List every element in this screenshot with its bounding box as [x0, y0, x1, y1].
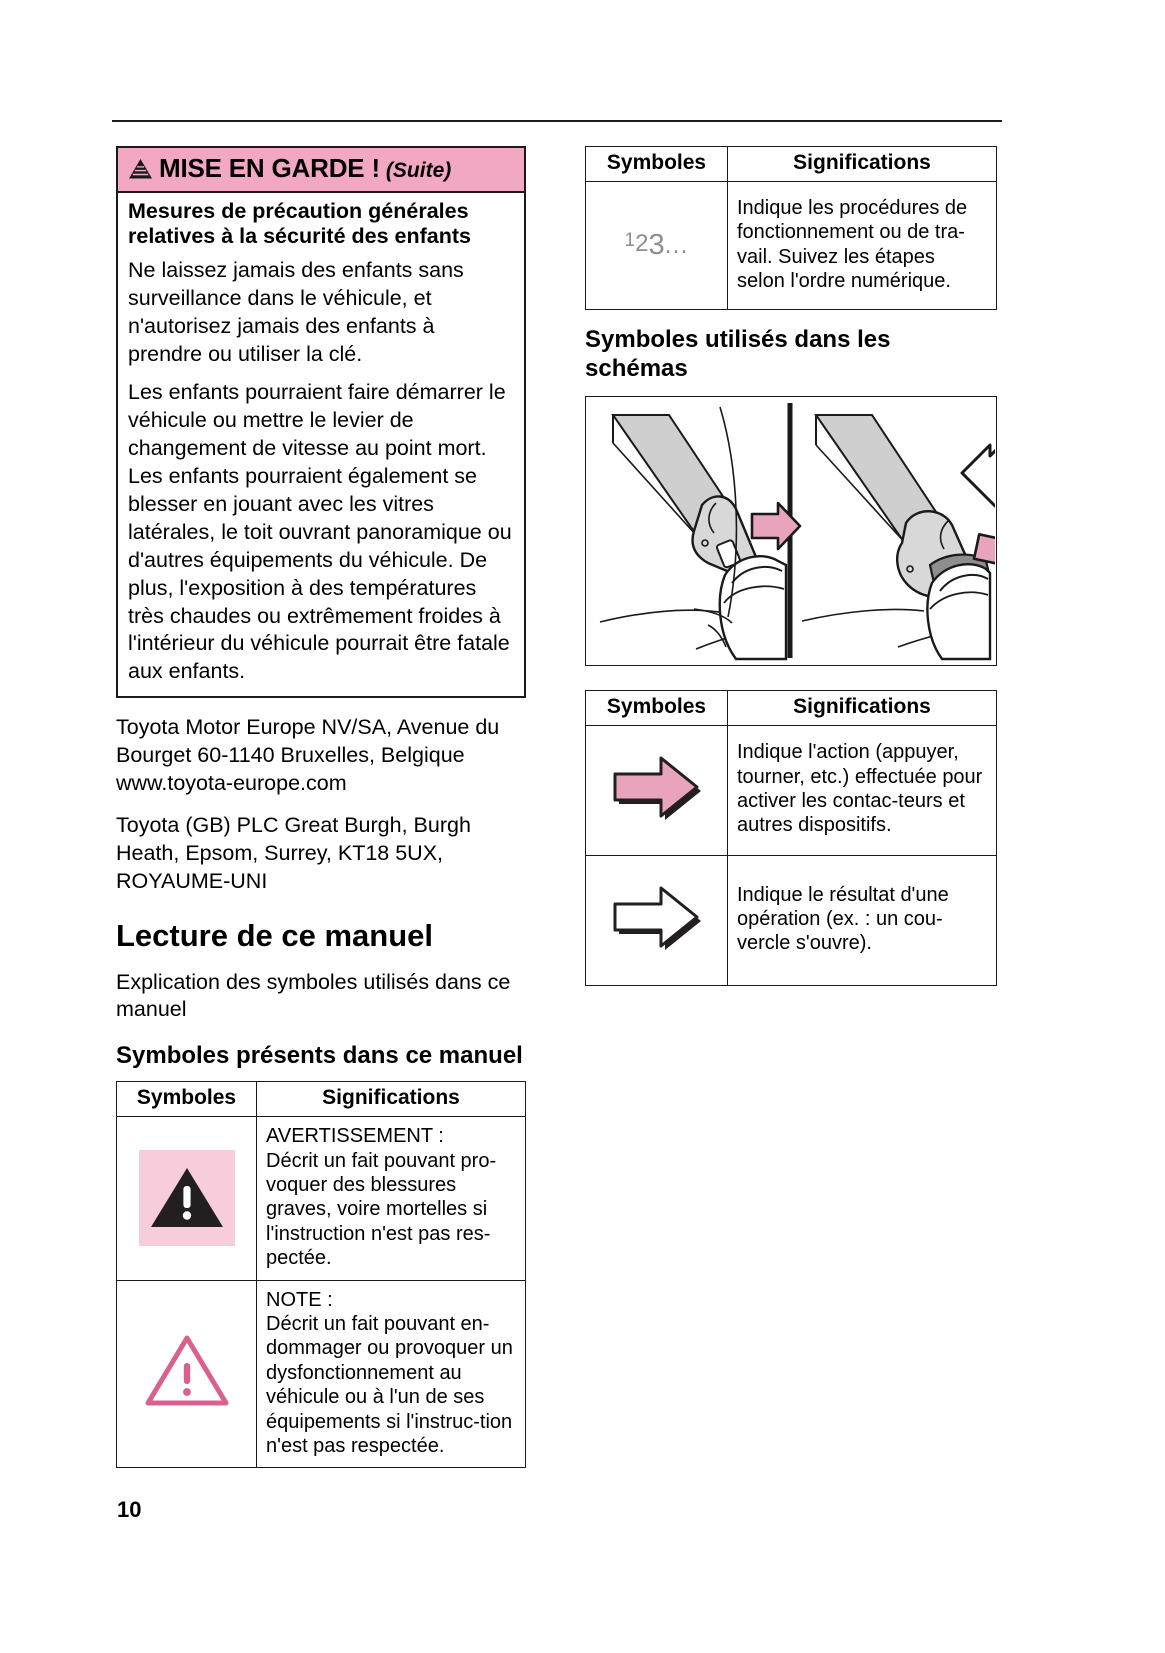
warning-box-header — [118, 148, 524, 193]
table-row — [586, 855, 997, 985]
avertissement-label: AVERTISSEMENT : — [266, 1125, 444, 1148]
note-text: Décrit un fait pouvant en-dommager ou provoquer un dysfonctionnement au véhicule ou à l'un de ses équipements si l'instruc-tion n'est pas respectée. — [266, 1312, 513, 1457]
table-row — [586, 182, 997, 310]
col-header-symboles: Symboles — [586, 690, 728, 725]
note-label: NOTE : — [266, 1288, 333, 1311]
col-header-symboles: Symboles — [117, 1082, 257, 1117]
cell-meaning-pink-arrow: Indique l'action (appuyer, tourner, etc.) effectuée pour activer les contac-teurs et autres dispositifs. — [728, 725, 997, 855]
warning-title: MISE EN GARDE ! — [159, 153, 380, 183]
cell-symbol-avertissement — [117, 1117, 257, 1280]
white-result-arrow-icon — [962, 430, 995, 506]
warning-box-body — [118, 193, 524, 696]
numbered-steps-icon — [625, 231, 689, 260]
cell-meaning-note — [257, 1280, 526, 1468]
outline-warning-triangle-icon — [143, 1396, 231, 1413]
step-ellipsis: ... — [664, 231, 689, 259]
seatbelt-buckle-illustration — [585, 396, 997, 666]
left-column — [116, 146, 526, 1468]
col-header-symboles: Symboles — [586, 147, 728, 182]
filled-warning-triangle-icon — [139, 1150, 235, 1246]
warning-box — [116, 146, 526, 698]
white-result-arrow-icon — [605, 941, 709, 958]
warning-subtitle: Mesures de précaution générales relatives à la sécurité des enfants — [128, 199, 471, 249]
page-number: 10 — [117, 1497, 142, 1522]
table-row — [117, 1280, 526, 1468]
right-column — [585, 146, 997, 986]
table-row — [117, 1117, 526, 1280]
step-number-3: 3 — [648, 229, 665, 261]
cell-symbol-note — [117, 1280, 257, 1468]
table-symboles-manuel — [116, 1081, 526, 1468]
cell-symbol-numbered-steps — [586, 182, 728, 310]
warning-paragraph-1: Ne laissez jamais des enfants sans surveillance dans le véhicule, et n'autorisez jamais des enfants à prendre ou utiliser la clé. — [128, 258, 464, 367]
section-title-symboles-schemas: Symboles utilisés dans les schémas — [585, 326, 891, 382]
avertissement-text: Décrit un fait pouvant pro-voquer des blessures graves, voire mortelles si l'instruction n'est pas res-pectée. — [266, 1149, 497, 1270]
page-top-rule — [112, 120, 1002, 122]
address-toyota-gb: Toyota (GB) PLC Great Burgh, Burgh Heath, Epsom, Surrey, KT18 5UX, ROYAUME-UNI — [116, 813, 471, 894]
section-title-symboles-manuel: Symboles présents dans ce manuel — [116, 1042, 523, 1070]
table-symboles-schemas — [585, 690, 997, 986]
cell-symbol-pink-arrow — [586, 725, 728, 855]
col-header-significations: Significations — [728, 690, 997, 725]
lecture-intro-text: Explication des symboles utilisés dans ce manuel — [116, 969, 511, 1022]
table-header-row — [117, 1082, 526, 1117]
section-title-lecture: Lecture de ce manuel — [116, 917, 434, 953]
table-header-row — [586, 690, 997, 725]
step-number-1: 1 — [624, 230, 636, 251]
cell-meaning-avertissement — [257, 1117, 526, 1280]
warning-paragraph-2: Les enfants pourraient faire démarrer le véhicule ou mettre le levier de changement de vitesse au point mort. Les enfants pourraient également se blesser en jouant avec les vitres latérales, le toit ouvrant panoramique ou d'autres équipements du véhicule. De plus, l'exposition à des températures très chaudes ou extrêmement froides à l'intérieur du véhicule pourrait être fatale aux enfants. — [128, 380, 512, 684]
table-symboles-numeriques — [585, 146, 997, 310]
warning-triangle-icon — [128, 158, 153, 180]
step-number-2: 2 — [635, 230, 649, 257]
cell-meaning-numbered-steps: Indique les procédures de fonctionnement ou de tra-vail. Suivez les étapes selon l'ordre numérique. — [728, 182, 997, 310]
pink-action-arrow-icon — [605, 811, 709, 828]
address-toyota-motor-europe: Toyota Motor Europe NV/SA, Avenue du Bourget 60-1140 Bruxelles, Belgique www.toyota-europe.com — [116, 715, 500, 796]
col-header-significations: Significations — [257, 1082, 526, 1117]
warning-continued-label: (Suite) — [385, 159, 452, 182]
cell-meaning-white-arrow: Indique le résultat d'une opération (ex. : un cou-vercle s'ouvre). — [728, 855, 997, 985]
pink-action-arrow-icon — [752, 503, 800, 549]
cell-symbol-white-arrow — [586, 855, 728, 985]
col-header-significations: Significations — [728, 147, 997, 182]
table-row — [586, 725, 997, 855]
table-header-row — [586, 147, 997, 182]
left-diagram-group — [600, 415, 800, 659]
